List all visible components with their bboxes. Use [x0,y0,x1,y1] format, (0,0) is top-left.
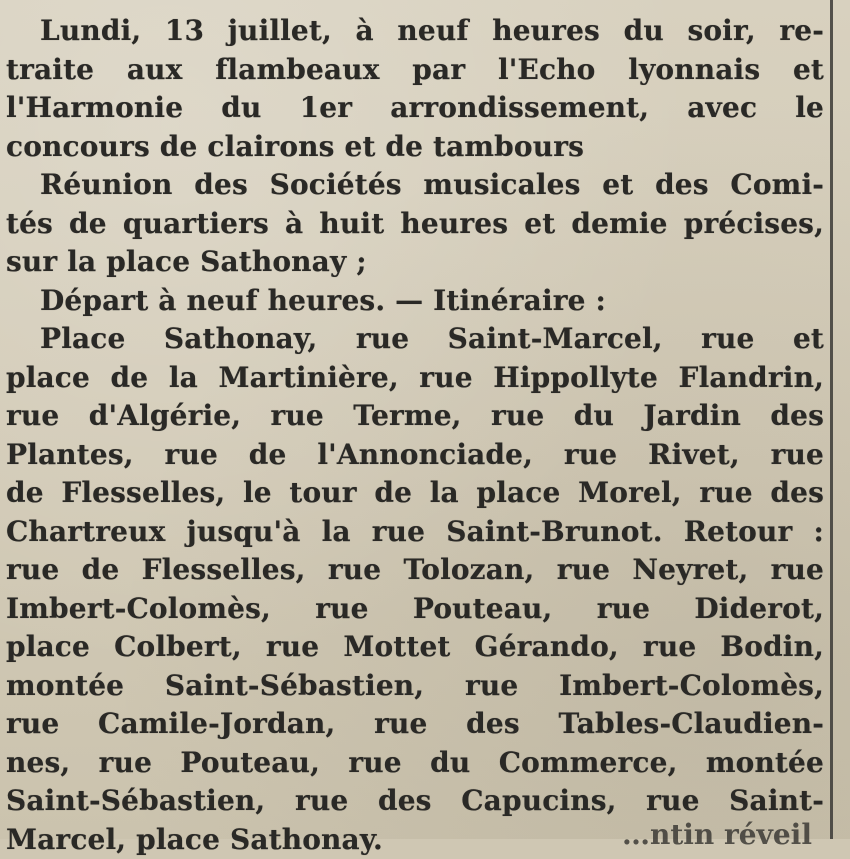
article-line: traite aux flambeaux par l'Echo lyonnais et [6,51,824,90]
article-line: l'Harmonie du 1er arrondissement, avec le [6,89,824,128]
article-line: Place Sathonay, rue Saint-Marcel, rue et [6,320,824,359]
article-line: place de la Martinière, rue Hippollyte Flandrin, [6,359,824,398]
article-line: rue d'Algérie, rue Terme, rue du Jardin des [6,397,824,436]
article-line: concours de clairons et de tambours [6,128,824,167]
article-line: rue Camile-Jordan, rue des Tables-Claudien- [6,705,824,744]
article-line: Départ à neuf heures. — Itinéraire : [6,282,824,321]
article-line: Marcel, place Sathonay. [6,821,824,859]
article-line: sur la place Sathonay ; [6,243,824,282]
article-line: Réunion des Sociétés musicales et des Comi- [6,166,824,205]
article-line: de Flesselles, le tour de la place Morel, rue des [6,474,824,513]
article-line: Chartreux jusqu'à la rue Saint-Brunot. Retour : [6,513,824,552]
article-line: montée Saint-Sébastien, rue Imbert-Colomès, [6,667,824,706]
article-line: Saint-Sébastien, rue des Capucins, rue Saint- [6,782,824,821]
article-line: Lundi, 13 juillet, à neuf heures du soir, re- [6,12,824,51]
article-line: Imbert-Colomès, rue Pouteau, rue Diderot, [6,590,824,629]
article-line: tés de quartiers à huit heures et demie précises, [6,205,824,244]
article-line: rue de Flesselles, rue Tolozan, rue Neyret, rue [6,551,824,590]
article-line: place Colbert, rue Mottet Gérando, rue Bodin, [6,628,824,667]
newspaper-article [6,12,824,859]
article-line: Plantes, rue de l'Annonciade, rue Rivet, rue [6,436,824,475]
next-article-fragment: …ntin réveil [622,818,812,851]
column-divider-rule [830,0,833,839]
article-line: nes, rue Pouteau, rue du Commerce, montée [6,744,824,783]
